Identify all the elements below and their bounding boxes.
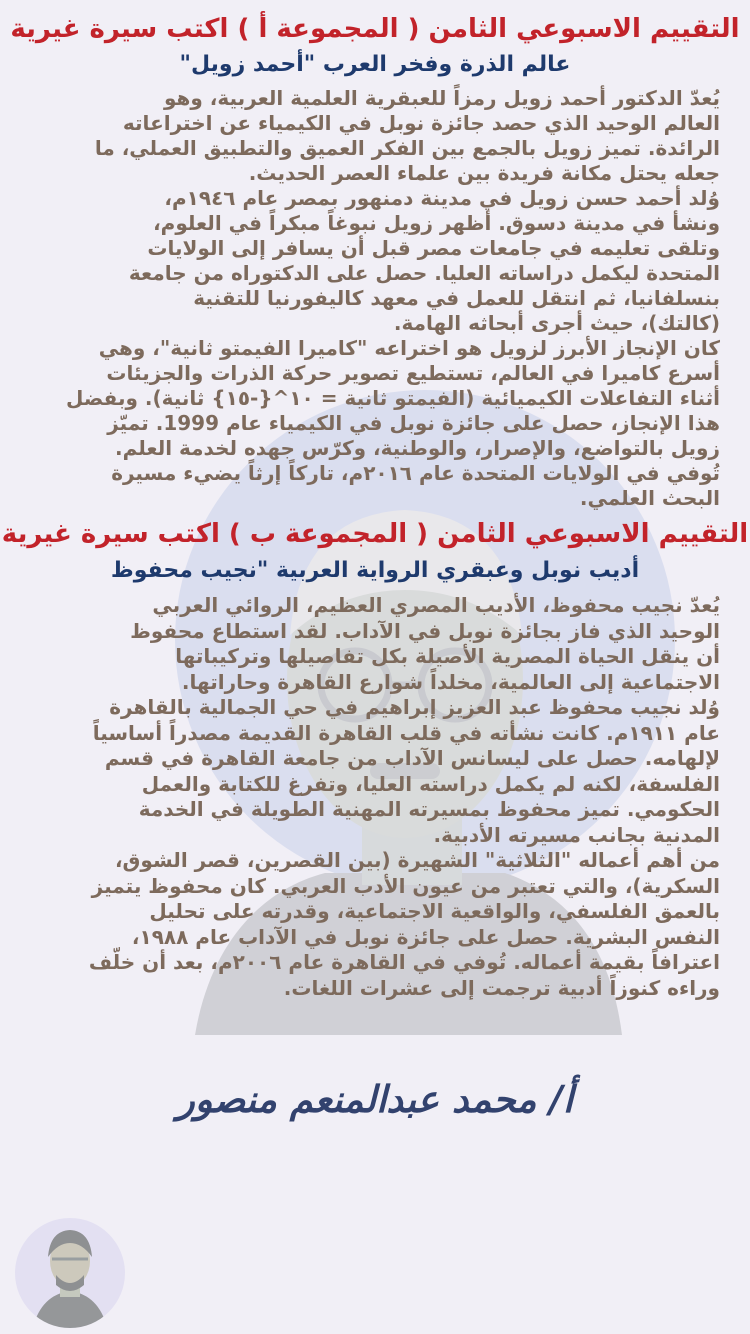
section-a-body <box>26 86 720 511</box>
avatar-beard <box>56 1275 84 1291</box>
section-b-subtitle: أديب نوبل وعبقري الرواية العربية "نجيب محفوظ <box>110 558 640 583</box>
text-line: الحكومي. تميز محفوظ بمسيرته المهنية الطويلة في الخدمة <box>138 797 720 821</box>
text-line: بنسلفانيا، ثم انتقل للعمل في معهد كاليفورنيا للتقنية <box>193 286 720 310</box>
text-line: الفلسفة، لكنه لم يكمل دراسته العليا، وتفرغ للكتابة والعمل <box>141 771 720 796</box>
text-line: يُعدّ الدكتور أحمد زويل رمزاً للعبقرية العلمية العربية، وهو <box>163 86 720 110</box>
text-line: زويل بالتواضع، والإصرار، والوطنية، وكرّس جهده لخدمة العلم. <box>114 436 720 460</box>
section-a-heading: التقييم الاسبوعي الثامن ( المجموعة أ ) اكتب سيرة غيرية <box>10 14 740 44</box>
text-line: الوحيد الذي فاز بجائزة نوبل في الآداب. لقد استطاع محفوظ <box>130 618 720 643</box>
text-line: اعترافاً بقيمة أعماله. تُوفي في القاهرة عام ٢٠٠٦م، بعد أن خلّف <box>88 950 720 974</box>
text-line: السكرية)، والتي تعتبر من عيون الأدب العربي. كان محفوظ يتميز <box>91 873 720 898</box>
text-line: وتلقى تعليمه في جامعات مصر قبل أن يسافر إلى الولايات <box>147 236 720 260</box>
text-line: المدنية بجانب مسيرته الأدبية. <box>433 822 720 847</box>
text-line: جعله يحتل مكانة فريدة بين علماء العصر الحديث. <box>248 161 720 185</box>
text-line: وُلد نجيب محفوظ عبد العزيز إبراهيم في حي الجمالية بالقاهرة <box>109 695 720 719</box>
text-line: عام ١٩١١م. كانت نشأته في قلب القاهرة القديمة مصدراً أساسياً <box>92 720 720 745</box>
text-line: المتحدة ليكمل دراساته العليا. حصل على الدكتوراه من جامعة <box>128 261 720 285</box>
avatar-hair <box>48 1230 92 1257</box>
text-line: العالم الوحيد الذي حصد جائزة نوبل في الكيمياء عن اختراعاته <box>122 111 720 135</box>
section-a-subtitle: عالم الذرة وفخر العرب "أحمد زويل" <box>179 52 571 77</box>
author-avatar <box>12 1215 128 1331</box>
text-line: لإلهامه. حصل على ليسانس الآداب من جامعة القاهرة في قسم <box>104 746 720 770</box>
text-line: يُعدّ نجيب محفوظ، الأديب المصري العظيم، الروائي العربي <box>152 593 720 617</box>
text-line: وُلد أحمد حسن زويل في مدينة دمنهور بمصر عام ١٩٤٦م، <box>164 186 720 210</box>
text-line: أثناء التفاعلات الكيميائية (الفيمتو ثانية = ١٠^{-١٥} ثانية). وبفضل <box>66 386 720 410</box>
text-line: وراءه كنوزاً أدبية ترجمت إلى عشرات اللغات. <box>283 975 720 1000</box>
text-line: أن ينقل الحياة المصرية الأصيلة بكل تفاصيلها وتركيباتها <box>175 644 720 668</box>
author-signature: أ/ محمد عبدالمنعم منصور <box>176 1078 574 1121</box>
text-line: هذا الإنجاز، حصل على جائزة نوبل في الكيمياء عام 1999. تميّز <box>107 411 720 435</box>
text-line: الاجتماعية إلى العالمية، مخلداً شوارع القاهرة وحاراتها. <box>181 669 720 694</box>
text-line: البحث العلمي. <box>579 486 720 510</box>
text-line: تُوفي في الولايات المتحدة عام ٢٠١٦م، تاركاً إرثاً يضيء مسيرة <box>111 461 720 485</box>
text-line: أسرع كاميرا في العالم، تستطيع تصوير حركة الذرات والجزيئات <box>106 361 720 385</box>
section-b-body <box>26 593 720 1001</box>
avatar-shirt <box>32 1291 108 1331</box>
text-line: النفس البشرية. حصل على جائزة نوبل في الآداب عام ١٩٨٨، <box>131 924 720 949</box>
text-line: من أهم أعماله "الثلاثية" الشهيرة (بين القصرين، قصر الشوق، <box>114 848 720 872</box>
text-line: كان الإنجاز الأبرز لزويل هو اختراعه "كاميرا الفيمتو ثانية"، وهي <box>98 336 720 360</box>
text-line: بالعمق الفلسفي، والواقعية الاجتماعية، وقدرته على تحليل <box>149 899 720 923</box>
text-line: الرائدة. تميز زويل بالجمع بين الفكر العميق والتطبيق العملي، ما <box>94 136 720 160</box>
section-b-heading: التقييم الاسبوعي الثامن ( المجموعة ب ) اكتب سيرة غيرية <box>1 519 749 549</box>
text-line: (كالتك)، حيث أجرى أبحاثه الهامة. <box>393 311 720 335</box>
text-line: ونشأ في مدينة دسوق. أظهر زويل نبوغاً مبكراً في العلوم، <box>153 211 720 235</box>
